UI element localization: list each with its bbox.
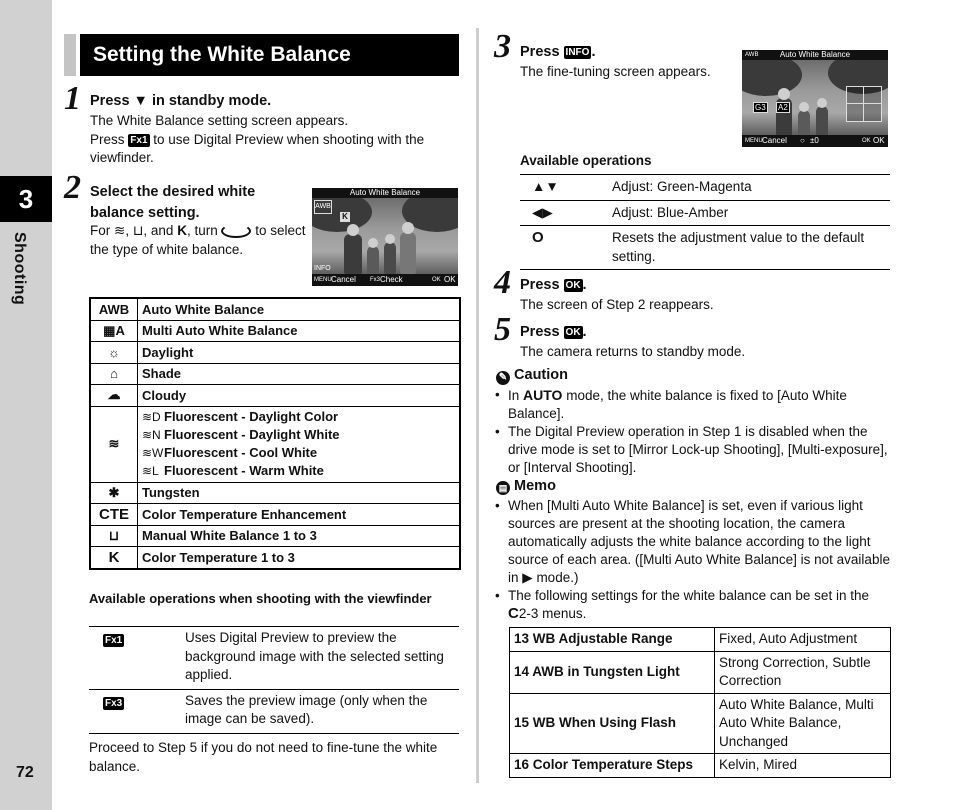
vf-ops-heading: Available operations when shooting with the viewfinder xyxy=(89,591,432,606)
person-shape xyxy=(400,232,416,274)
list-item xyxy=(494,587,890,623)
step-1-line2 xyxy=(90,131,455,168)
ok-key-icon: OK xyxy=(862,138,871,144)
wb-table xyxy=(89,297,461,570)
table-row xyxy=(90,385,460,407)
step-3-body: The fine-tuning screen appears. xyxy=(520,64,711,79)
memo-icon: ▤ xyxy=(496,481,510,495)
avail-ops-table xyxy=(520,174,890,270)
table-row xyxy=(90,320,460,342)
step-1-title xyxy=(90,93,271,109)
caution-text: The Digital Preview operation in Step 1 is disabled when the drive mode is set to [Mirror Lock-up Shooting], [Multi-exposure], or [Interval Shooting]. xyxy=(508,424,888,475)
fx3-key-icon: Fx3 xyxy=(105,697,123,709)
step-2-body-mid1: , xyxy=(125,223,130,238)
left-right-icon: ◀▶ xyxy=(532,204,553,220)
step-1-title-post: in standby mode. xyxy=(151,93,272,109)
op-description: Saves the preview image (only when the image can be saved). xyxy=(185,692,428,726)
memo-text: mode.) xyxy=(536,570,579,585)
setting-name: 13 WB Adjustable Range xyxy=(510,628,715,652)
list-item xyxy=(142,408,459,426)
table-row xyxy=(520,175,890,201)
key-cell xyxy=(89,689,185,733)
ok-label: OK xyxy=(873,136,885,145)
setting-value: Fixed, Auto Adjustment xyxy=(715,628,891,652)
caution-icon: ✎ xyxy=(496,371,510,385)
chapter-number: 3 xyxy=(0,176,52,222)
list-item xyxy=(494,386,890,423)
table-row xyxy=(510,651,891,693)
step-2-body-post: to select the type of white balance. xyxy=(90,223,306,257)
screen-bottom-bar xyxy=(312,274,458,286)
awb-icon: AWB xyxy=(314,200,332,214)
head-shape xyxy=(799,102,809,112)
step-1-line2-pre: Press xyxy=(90,131,125,147)
table-row xyxy=(510,628,891,652)
fluorescent-icon: ≋ xyxy=(90,406,138,482)
amber-value: A2 xyxy=(778,103,788,112)
rear-dial-icon xyxy=(221,224,251,238)
vf-ops-table xyxy=(89,626,459,734)
list-item xyxy=(494,497,890,587)
cte-icon: CTE xyxy=(90,504,138,526)
head-shape xyxy=(817,98,827,108)
table-row xyxy=(90,363,460,385)
custom-menu-icon: C xyxy=(508,605,519,622)
step-2-body-mid2: , and xyxy=(143,223,174,238)
table-row xyxy=(510,693,891,754)
fluorescent-l-icon: ≋L xyxy=(142,463,159,478)
caution-list xyxy=(494,386,890,477)
memo-text: When [Multi Auto White Balance] is set, even if various light sources are present at the shooting location, the camera automatically adjusts the white balance according to the light source of each area. ([Multi Auto White Balance] is not available in xyxy=(508,498,890,585)
step-5-body: The camera returns to standby mode. xyxy=(520,344,746,359)
ok-label: OK xyxy=(444,275,456,284)
ok-key-icon: OK xyxy=(565,327,581,338)
step-2-title: Select the desired white balance setting. xyxy=(90,184,256,221)
step-1-line1: The White Balance setting screen appears. xyxy=(90,113,349,128)
kelvin-icon: K xyxy=(177,223,187,238)
shade-icon: ⌂ xyxy=(90,363,138,385)
setting-value: Strong Correction, Subtle Correction xyxy=(715,651,891,693)
wb-setting-screen xyxy=(312,188,458,286)
person-shape xyxy=(367,246,379,274)
tungsten-icon: ✱ xyxy=(90,482,138,504)
cancel-label: Cancel xyxy=(331,275,356,284)
movie-icon: ▶ xyxy=(522,570,533,585)
table-row xyxy=(90,298,460,320)
daylight-icon: ☼ xyxy=(90,342,138,364)
table-row xyxy=(90,406,460,482)
fluorescent-d-icon: ≋D xyxy=(142,409,161,424)
manual-wb-icon: ⊔ xyxy=(90,525,138,547)
step-2-body-mid3: , turn xyxy=(186,223,218,238)
step-3-title-pre: Press xyxy=(520,44,560,60)
chapter-label: Shooting xyxy=(11,232,28,306)
caution-heading xyxy=(496,367,568,385)
step-1-title-pre: Press xyxy=(90,93,130,109)
step-2-body-pre: For xyxy=(90,223,111,238)
screen-bottom-bar xyxy=(742,135,888,147)
custom-settings-table xyxy=(509,627,891,778)
setting-name: 16 Color Temperature Steps xyxy=(510,754,715,778)
caution-text: In xyxy=(508,388,520,403)
page-title: Setting the White Balance xyxy=(80,34,459,76)
fluorescent-list xyxy=(138,406,461,482)
step-2-number: 2 xyxy=(64,169,81,206)
awb-icon: AWB xyxy=(90,298,138,320)
table-row xyxy=(520,226,890,270)
fx1-key-icon: Fx1 xyxy=(105,635,123,646)
screen-title: Auto White Balance xyxy=(312,188,458,198)
info-key-icon: INFO xyxy=(565,47,590,58)
step-1-line2-post: to use Digital Preview when shooting with the viewfinder. xyxy=(90,131,425,165)
step-4-body: The screen of Step 2 reappears. xyxy=(520,297,714,312)
wb-label: Fluorescent - Warm White xyxy=(164,462,324,478)
wb-label: Auto White Balance xyxy=(142,301,265,317)
wb-label: Color Temperature 1 to 3 xyxy=(138,547,461,569)
setting-value: Auto White Balance, Multi Auto White Balance, Unchanged xyxy=(715,693,891,754)
table-row xyxy=(90,525,460,547)
fluorescent-n-icon: ≋N xyxy=(142,427,161,442)
wb-label: Fluorescent - Daylight Color xyxy=(164,408,339,424)
header-accent xyxy=(64,34,76,76)
person-shape xyxy=(798,110,810,136)
person-shape xyxy=(384,242,396,274)
multi-awb-icon: ▦A xyxy=(90,320,138,342)
reset-value: ±0 xyxy=(810,136,819,145)
menu-key-icon: MENU xyxy=(745,138,763,144)
fine-tune-grid xyxy=(846,86,882,122)
cloudy-icon: ☁ xyxy=(90,385,138,407)
step-4-number: 4 xyxy=(494,264,511,301)
kelvin-icon: K xyxy=(90,547,138,569)
op-description: Adjust: Green-Magenta xyxy=(612,179,752,194)
head-shape xyxy=(778,88,790,100)
person-shape xyxy=(816,106,828,136)
head-shape xyxy=(347,224,359,236)
vf-ops-footer: Proceed to Step 5 if you do not need to fine-tune the white balance. xyxy=(89,740,438,774)
manual-wb-icon: ⊔ xyxy=(132,223,144,238)
fx3-key-icon: Fx3 xyxy=(370,277,381,283)
fine-tune-screen xyxy=(742,50,888,147)
list-item xyxy=(494,423,890,477)
wb-label: Fluorescent - Cool White xyxy=(164,444,318,460)
memo-title: Memo xyxy=(514,478,556,494)
setting-name: 14 AWB in Tungsten Light xyxy=(510,651,715,693)
table-row xyxy=(90,342,460,364)
memo-text: 2-3 menus. xyxy=(518,606,587,621)
table-row xyxy=(90,547,460,569)
op-description: Uses Digital Preview to preview the background image with the selected setting applied. xyxy=(185,630,444,682)
memo-list xyxy=(494,497,890,623)
head-shape xyxy=(402,222,414,234)
ok-key-icon: OK xyxy=(432,277,441,283)
table-row xyxy=(89,627,459,690)
chapter-sidebar xyxy=(0,0,52,810)
table-row xyxy=(90,504,460,526)
check-label: Check xyxy=(380,275,403,284)
reset-dial-icon: ○ xyxy=(800,136,805,145)
caution-text: mode, the white balance is fixed to [Auto White Balance]. xyxy=(508,388,847,421)
table-row xyxy=(520,200,890,226)
page-number: 72 xyxy=(16,764,34,781)
menu-key-icon: MENU xyxy=(314,277,332,283)
wb-label: Cloudy xyxy=(138,385,461,407)
table-row xyxy=(90,482,460,504)
wb-label: Multi Auto White Balance xyxy=(138,320,461,342)
screen-photo xyxy=(742,60,888,135)
list-item xyxy=(142,462,459,480)
step-4-title: Press OK . xyxy=(520,277,587,293)
head-shape xyxy=(368,238,378,248)
screen-title: Auto White Balance xyxy=(742,50,888,60)
person-shape xyxy=(344,234,362,274)
wb-label: Color Temperature Enhancement xyxy=(138,504,461,526)
list-item xyxy=(142,444,459,462)
kelvin-icon: K xyxy=(340,212,350,222)
memo-heading xyxy=(496,478,556,495)
table-row xyxy=(510,754,891,778)
up-down-icon: ▲▼ xyxy=(532,179,559,194)
head-shape xyxy=(385,234,395,244)
down-arrow-icon: ▼ xyxy=(133,93,148,109)
wb-label: Fluorescent - Daylight White xyxy=(164,426,340,442)
step-1-body xyxy=(90,112,455,168)
setting-value: Kelvin, Mired xyxy=(715,754,891,778)
setting-name: 15 WB When Using Flash xyxy=(510,693,715,754)
green-value: G3 xyxy=(755,103,766,112)
caution-title: Caution xyxy=(514,367,568,383)
awb-icon: AWB xyxy=(745,52,759,58)
avail-ops-heading: Available operations xyxy=(520,153,652,168)
op-description: Resets the adjustment value to the default setting. xyxy=(612,230,865,264)
screen-photo xyxy=(312,198,458,274)
step-1-number: 1 xyxy=(64,80,81,117)
column-divider xyxy=(476,28,479,783)
info-key-icon: INFO xyxy=(314,265,331,272)
step-2-body xyxy=(90,222,308,259)
fluorescent-w-icon: ≋W xyxy=(142,445,164,460)
memo-text: The following settings for the white balance can be set in the xyxy=(508,588,869,603)
wb-label: Shade xyxy=(138,363,461,385)
wb-label: Daylight xyxy=(138,342,461,364)
step-4-title-pre: Press xyxy=(520,277,560,293)
step-5-title-pre: Press xyxy=(520,324,560,340)
step-3-title: Press INFO . xyxy=(520,44,596,60)
wb-label: Tungsten xyxy=(138,482,461,504)
fluorescent-icon: ≋ xyxy=(114,223,126,238)
auto-mode-icon: AUTO xyxy=(523,387,563,403)
step-5-title: Press OK . xyxy=(520,324,587,340)
dial-icon: O xyxy=(532,229,544,246)
op-description: Adjust: Blue-Amber xyxy=(612,204,729,220)
step-5-number: 5 xyxy=(494,311,511,348)
step-3-number: 3 xyxy=(494,28,511,65)
table-row xyxy=(89,689,459,733)
fx1-key-icon: Fx1 xyxy=(130,134,148,146)
cancel-label: Cancel xyxy=(762,136,787,145)
key-cell xyxy=(89,627,185,690)
list-item xyxy=(142,426,459,444)
tree-shape xyxy=(742,54,802,96)
ok-key-icon: OK xyxy=(565,280,581,291)
wb-label: Manual White Balance 1 to 3 xyxy=(138,525,461,547)
